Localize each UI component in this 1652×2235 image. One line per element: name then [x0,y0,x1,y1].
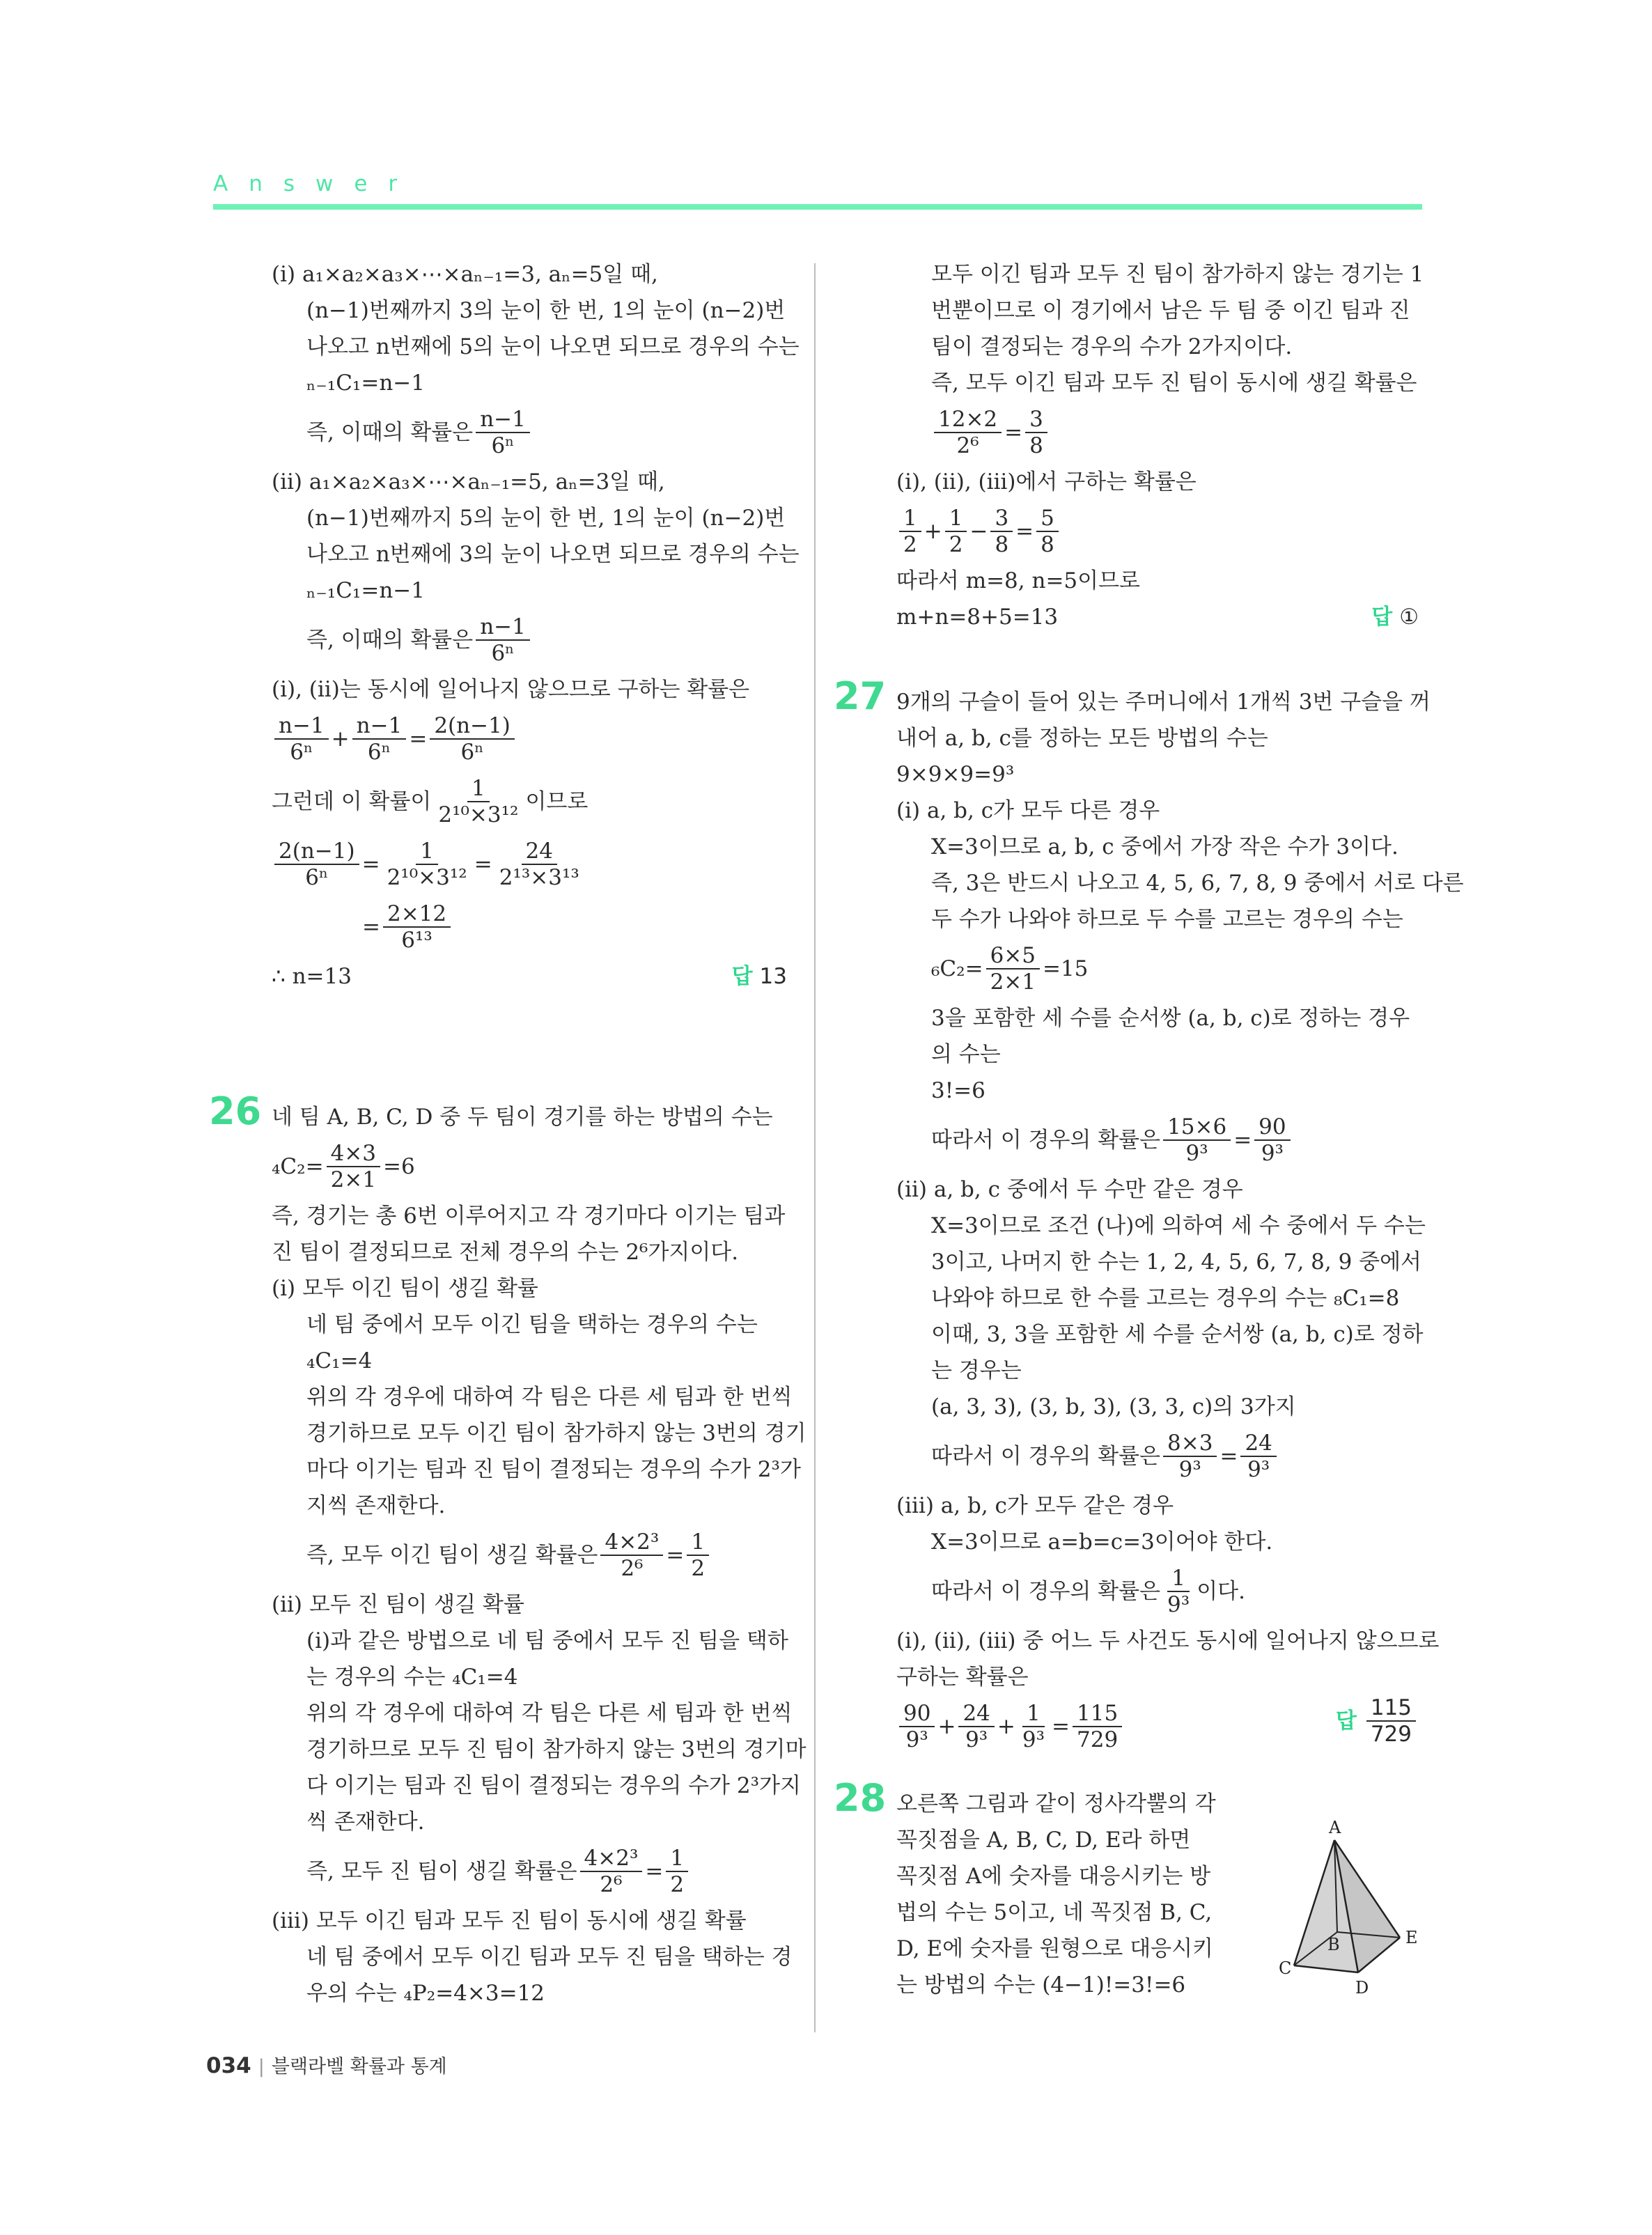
denominator: 729 [1077,1727,1119,1752]
text-span: m+n=8+5=13 [896,605,1059,630]
fraction [687,1529,709,1581]
numerator: n−1 [476,614,530,641]
text-line: D, E에 숫자를 원형으로 대응시키 [896,1936,1213,1961]
fraction [434,776,522,827]
fraction [958,1701,994,1752]
numerator: 90 [1254,1114,1290,1141]
denominator: 729 [1370,1722,1412,1747]
text-line: 는 경우의 수는 ₄C₁=4 [306,1665,518,1690]
numerator: 1 [945,506,967,532]
fraction [476,407,530,458]
fraction [327,1141,380,1192]
denominator: 2⁶ [621,1556,644,1581]
fraction [383,839,472,890]
text-line: 경기하므로 모두 진 팀이 참가하지 않는 3번의 경기마 [306,1737,806,1762]
text-line: 마다 이기는 팀과 진 팀이 결정되는 경우의 수가 2³가 [306,1457,801,1482]
denominator: 2 [691,1556,706,1581]
operator: = [645,1859,664,1884]
fraction [580,1846,643,1897]
text-line: 3!=6 [931,1078,985,1103]
text-line: 9×9×9=9³ [896,762,1015,787]
text-span: 이므로 [525,789,589,814]
text-line: 법의 수는 5이고, 네 꼭짓점 B, C, [896,1900,1213,1925]
denominator: 2 [670,1872,685,1897]
numerator: 24 [958,1701,994,1727]
fraction [274,839,359,890]
fraction [1366,1695,1416,1747]
operator: = [409,726,428,752]
numerator: 3 [1025,407,1047,433]
numerator: 12×2 [934,407,1002,433]
probability-line [896,1109,1419,1171]
denominator: 2¹⁰×3¹² [387,865,467,890]
text-line: 구하는 확률은 [896,1665,1029,1690]
numerator: 1 [666,1846,688,1872]
text-line: 두 수가 나와야 하므로 두 수를 고르는 경우의 수는 [931,907,1403,932]
text-line: 나오고 n번째에 5의 눈이 나오면 되므로 경우의 수는 [306,334,800,359]
text-span: 즉, 이때의 확률은 [306,628,474,653]
page-number: 034 [206,2053,251,2078]
answer [732,958,787,995]
denominator: 2×1 [990,969,1036,995]
text-line: X=3이므로 조건 (나)에 의하여 세 수 중에서 두 수는 [931,1213,1426,1238]
fraction [383,901,451,953]
fraction [1025,407,1047,458]
fraction [1163,1114,1231,1166]
text-line: (ⅲ) 모두 이긴 팀과 모두 진 팀이 동시에 생길 확률 [272,1908,747,1933]
numerator: 2(n−1) [430,713,515,740]
denominator: 8 [1041,532,1054,557]
text-span: 따라서 이 경우의 확률은 [931,1444,1161,1469]
probability-line [896,1560,1419,1623]
answer-tag: 답 [1335,1708,1357,1734]
operator: = [1052,1714,1070,1739]
text-span: 이다. [1197,1579,1245,1604]
text-line: (ⅰ)과 같은 방법으로 네 팀 중에서 모두 진 팀을 택하 [306,1628,788,1653]
header-word: Answer [213,171,419,196]
text-line: ₄C₁=4 [306,1348,373,1373]
book-title: 블랙라벨 확률과 통계 [271,2056,447,2078]
denominator: 9³ [905,1727,928,1752]
denominator: 2 [949,532,963,557]
denominator: 6ⁿ [491,433,515,458]
probability-line [896,1425,1419,1488]
text-span: 즉, 모두 이긴 팀이 생길 확률은 [306,1543,598,1568]
equation-line [896,500,1419,563]
denominator: 2⁶ [600,1872,623,1897]
text-line: (ⅰ), (ⅱ), (ⅲ) 중 어느 두 사건도 동시에 일어나지 않으므로 [896,1628,1440,1653]
numerator: 6×5 [986,943,1040,969]
answer-tag: 답 [731,964,753,989]
fraction [666,1846,688,1897]
vertex-label-c: C [1279,1958,1292,1978]
text-line: 이때, 3, 3을 포함한 세 수를 순서쌍 (a, b, c)로 정하 [931,1322,1424,1347]
text-line: 즉, 3은 반드시 나오고 4, 5, 6, 7, 8, 9 중에서 서로 다른 [931,871,1464,896]
equation-line [272,770,787,833]
denominator: 9³ [1178,1457,1201,1482]
text-line: 번뿐이므로 이 경기에서 남은 두 팀 중 이긴 팀과 진 [931,298,1410,323]
text-line: 3이고, 나머지 한 수는 1, 2, 4, 5, 6, 7, 8, 9 중에서 [931,1249,1421,1275]
text-span: 9개의 구슬이 들어 있는 주머니에서 1개씩 3번 구슬을 꺼 [896,690,1431,715]
spacer [896,1758,1419,1786]
probability-line [272,1840,787,1903]
numerator: 5 [1036,506,1059,532]
vertex-label-d: D [1355,1978,1369,1998]
denominator: 9³ [1022,1727,1045,1752]
problem-27-line [834,674,1431,720]
numerator: 115 [1366,1695,1416,1722]
text-line: 네 팀 중에서 모두 이긴 팀과 모두 진 팀을 택하는 경 [306,1945,793,1970]
numerator: 24 [1240,1431,1276,1457]
text-span: 즉, 모두 진 팀이 생길 확률은 [306,1859,577,1884]
denominator: 9³ [965,1727,988,1752]
vertex-label-b: B [1327,1935,1340,1954]
text-span: ₆C₂= [931,956,983,981]
footer-separator: | [258,2056,265,2078]
numerator: 115 [1073,1701,1122,1727]
text-line: 즉, 모두 이긴 팀과 모두 진 팀이 동시에 생길 확률은 [931,371,1417,396]
text-line: 네 팀 중에서 모두 이긴 팀을 택하는 경우의 수는 [306,1312,758,1337]
text-line: (ⅰ) a, b, c가 모두 다른 경우 [896,798,1160,823]
text-line: (ⅰ), (ⅱ)는 동시에 일어나지 않으므로 구하는 확률은 [272,677,750,702]
denominator: 9³ [1261,1141,1284,1166]
fraction [1036,506,1059,557]
numerator: 90 [899,1701,935,1727]
conclusion-line [896,599,1419,635]
fraction [986,943,1040,995]
fraction [1163,1566,1194,1617]
problem-number: 26 [209,1089,262,1133]
text-line: 위의 각 경우에 대하여 각 팀은 다른 세 팀과 한 번씩 [306,1385,793,1410]
text-line: 경기하므로 모두 이긴 팀이 참가하지 않는 3번의 경기 [306,1421,806,1446]
text-line: 꼭짓점 A에 숫자를 대응시키는 방 [896,1864,1211,1889]
text-line: (ⅰ), (ⅱ), (ⅲ)에서 구하는 확률은 [896,469,1197,494]
numerator: 8×3 [1163,1431,1217,1457]
fraction [274,713,329,765]
problem-number: 27 [834,674,887,718]
text-span: ∴ n=13 [272,964,352,989]
operator: − [969,519,988,544]
denominator: 2⁶ [956,433,979,458]
probability-line [272,1524,787,1587]
text-span: 따라서 이 경우의 확률은 [931,1579,1161,1604]
text-span: =15 [1042,956,1089,981]
fraction [495,839,584,890]
numerator: 1 [1167,1566,1190,1592]
denominator: 2×1 [330,1167,376,1192]
right-column [834,256,1464,2003]
equation-line [272,896,787,958]
text-line: ₙ₋₁C₁=n−1 [306,578,425,603]
denominator: 6ⁿ [491,641,515,666]
operator: + [937,1714,956,1739]
text-span: 오른쪽 그림과 같이 정사각뿔의 각 [896,1791,1216,1816]
fraction [990,506,1013,557]
text-line: (ⅰ) a₁×a₂×a₃×⋯×aₙ₋₁=3, aₙ=5일 때, [272,262,658,287]
numerator: 1 [416,839,438,865]
column-divider [814,263,816,2032]
denominator: 9³ [1247,1457,1270,1482]
text-span: =6 [382,1154,415,1179]
answer-tag: 답 [1371,605,1393,630]
equation-line [896,1695,1419,1758]
equation-line [272,1135,787,1198]
probability-line [272,609,787,671]
text-span: ₄C₂= [272,1154,324,1179]
numerator: 3 [990,506,1013,532]
text-line: 다 이기는 팀과 진 팀이 결정되는 경우의 수가 2³가지 [306,1773,801,1798]
text-line: 지씩 존재한다. [306,1493,446,1518]
vertex-label-a: A [1329,1818,1341,1837]
numerator: 2×12 [383,901,451,928]
text-line: X=3이므로 a, b, c 중에서 가장 작은 수가 3이다. [931,834,1398,859]
answer-value: ① [1399,605,1419,630]
conclusion-line [272,958,787,995]
fraction [1163,1431,1217,1482]
denominator: 9³ [1167,1592,1190,1617]
problem-number: 28 [834,1776,887,1820]
operator: = [666,1543,685,1568]
text-line: 는 방법의 수는 (4−1)!=3!=6 [896,1972,1186,1998]
operator: = [1219,1444,1238,1469]
text-span: 네 팀 A, B, C, D 중 두 팀이 경기를 하는 방법의 수는 [272,1105,773,1130]
text-span: 따라서 이 경우의 확률은 [931,1128,1161,1153]
text-line: (n−1)번째까지 3의 눈이 한 번, 1의 눈이 (n−2)번 [306,298,786,323]
spacer [896,635,1419,684]
text-line: (ⅰ) 모두 이긴 팀이 생길 확률 [272,1276,538,1301]
fraction [1254,1114,1290,1166]
text-line: 진 팀이 결정되므로 전체 경우의 수는 2⁶가지이다. [272,1240,739,1265]
text-line: 씩 존재한다. [306,1809,425,1835]
fraction [945,506,967,557]
text-line: 는 경우는 [931,1358,1022,1383]
numerator: n−1 [352,713,407,740]
denominator: 2¹⁰×3¹² [438,802,519,827]
numerator: 2(n−1) [274,839,359,865]
operator: + [331,726,350,752]
answer [1336,1695,1419,1747]
numerator: 1 [687,1529,709,1556]
denominator: 6ⁿ [367,740,391,765]
text-line: 3을 포함한 세 수를 순서쌍 (a, b, c)로 정하는 경우 [931,1006,1410,1031]
square-pyramid-figure [1237,1811,1439,2013]
numerator: n−1 [274,713,329,740]
fraction [1240,1431,1276,1482]
text-line: (ⅱ) 모두 진 팀이 생길 확률 [272,1592,524,1617]
operator: = [1015,519,1034,544]
text-line: 의 수는 [931,1042,1001,1067]
denominator: 8 [995,532,1009,557]
numerator: n−1 [476,407,530,433]
denominator: 6ⁿ [290,740,313,765]
fraction [476,614,530,666]
text-line: (a, 3, 3), (3, b, 3), (3, 3, c)의 3가지 [931,1394,1296,1419]
fraction [899,506,921,557]
equation-line [272,708,787,770]
numerator: 4×2³ [580,1846,643,1872]
text-line: 따라서 m=8, n=5이므로 [896,568,1140,593]
numerator: 1 [899,506,921,532]
operator: = [1233,1128,1252,1153]
page-footer [206,2051,447,2078]
answer [1371,599,1419,635]
fraction [934,407,1002,458]
operator: = [1004,420,1023,445]
equation-line [272,833,787,896]
denominator: 6ⁿ [460,740,484,765]
numerator: 4×3 [327,1141,380,1167]
denominator: 6ⁿ [305,865,329,890]
equation-line [896,937,1419,1000]
denominator: 2 [903,532,917,557]
numerator: 4×2³ [600,1529,663,1556]
header-rule [213,204,1422,210]
fraction [430,713,515,765]
operator: + [997,1714,1015,1739]
text-line: 팀이 결정되는 경우의 수가 2가지이다. [931,334,1293,359]
text-line: 꼭짓점을 A, B, C, D, E라 하면 [896,1828,1191,1853]
problem-26-line [209,1089,787,1135]
fraction [899,1701,935,1752]
text-line: (ⅱ) a₁×a₂×a₃×⋯×aₙ₋₁=5, aₙ=3일 때, [272,469,665,494]
numerator: 15×6 [1163,1114,1231,1141]
text-line: 우의 수는 ₄P₂=4×3=12 [306,1981,545,2006]
text-line: (ⅱ) a, b, c 중에서 두 수만 같은 경우 [896,1177,1243,1202]
numerator: 1 [1022,1701,1045,1727]
answer-value: 13 [759,964,787,989]
text-span: 그런데 이 확률이 [272,789,432,814]
fraction [1018,1701,1049,1752]
numerator: 24 [522,839,557,865]
denominator: 2¹³×3¹³ [499,865,579,890]
text-line: ₙ₋₁C₁=n−1 [306,371,425,396]
operator: = [361,852,380,877]
denominator: 6¹³ [401,928,433,953]
text-line: 나오고 n번째에 3의 눈이 나오면 되므로 경우의 수는 [306,542,800,567]
vertex-label-e: E [1405,1928,1418,1947]
text-line: (ⅲ) a, b, c가 모두 같은 경우 [896,1493,1174,1518]
left-column [209,256,806,2011]
denominator: 8 [1029,433,1043,458]
fraction [600,1529,663,1581]
text-span: 즉, 이때의 확률은 [306,420,474,445]
text-line: (n−1)번째까지 5의 눈이 한 번, 1의 눈이 (n−2)번 [306,506,786,531]
denominator: 9³ [1185,1141,1208,1166]
equation-line [896,401,1419,464]
text-line: 내어 a, b, c를 정하는 모든 방법의 수는 [896,726,1268,751]
operator: + [924,519,942,544]
numerator: 1 [467,776,490,802]
fraction [352,713,407,765]
text-line: 모두 이긴 팀과 모두 진 팀이 참가하지 않는 경기는 1 [931,262,1424,287]
text-line: 즉, 경기는 총 6번 이루어지고 각 경기마다 이기는 팀과 [272,1204,786,1229]
fraction [1073,1701,1122,1752]
operator: = [474,852,492,877]
probability-line [272,401,787,464]
operator: = [362,914,380,940]
text-line: 나와야 하므로 한 수를 고르는 경우의 수는 ₈C₁=8 [931,1286,1400,1311]
spacer [272,995,787,1099]
text-line: 위의 각 경우에 대하여 각 팀은 다른 세 팀과 한 번씩 [306,1701,793,1726]
text-line: X=3이므로 a=b=c=3이어야 한다. [931,1529,1273,1555]
